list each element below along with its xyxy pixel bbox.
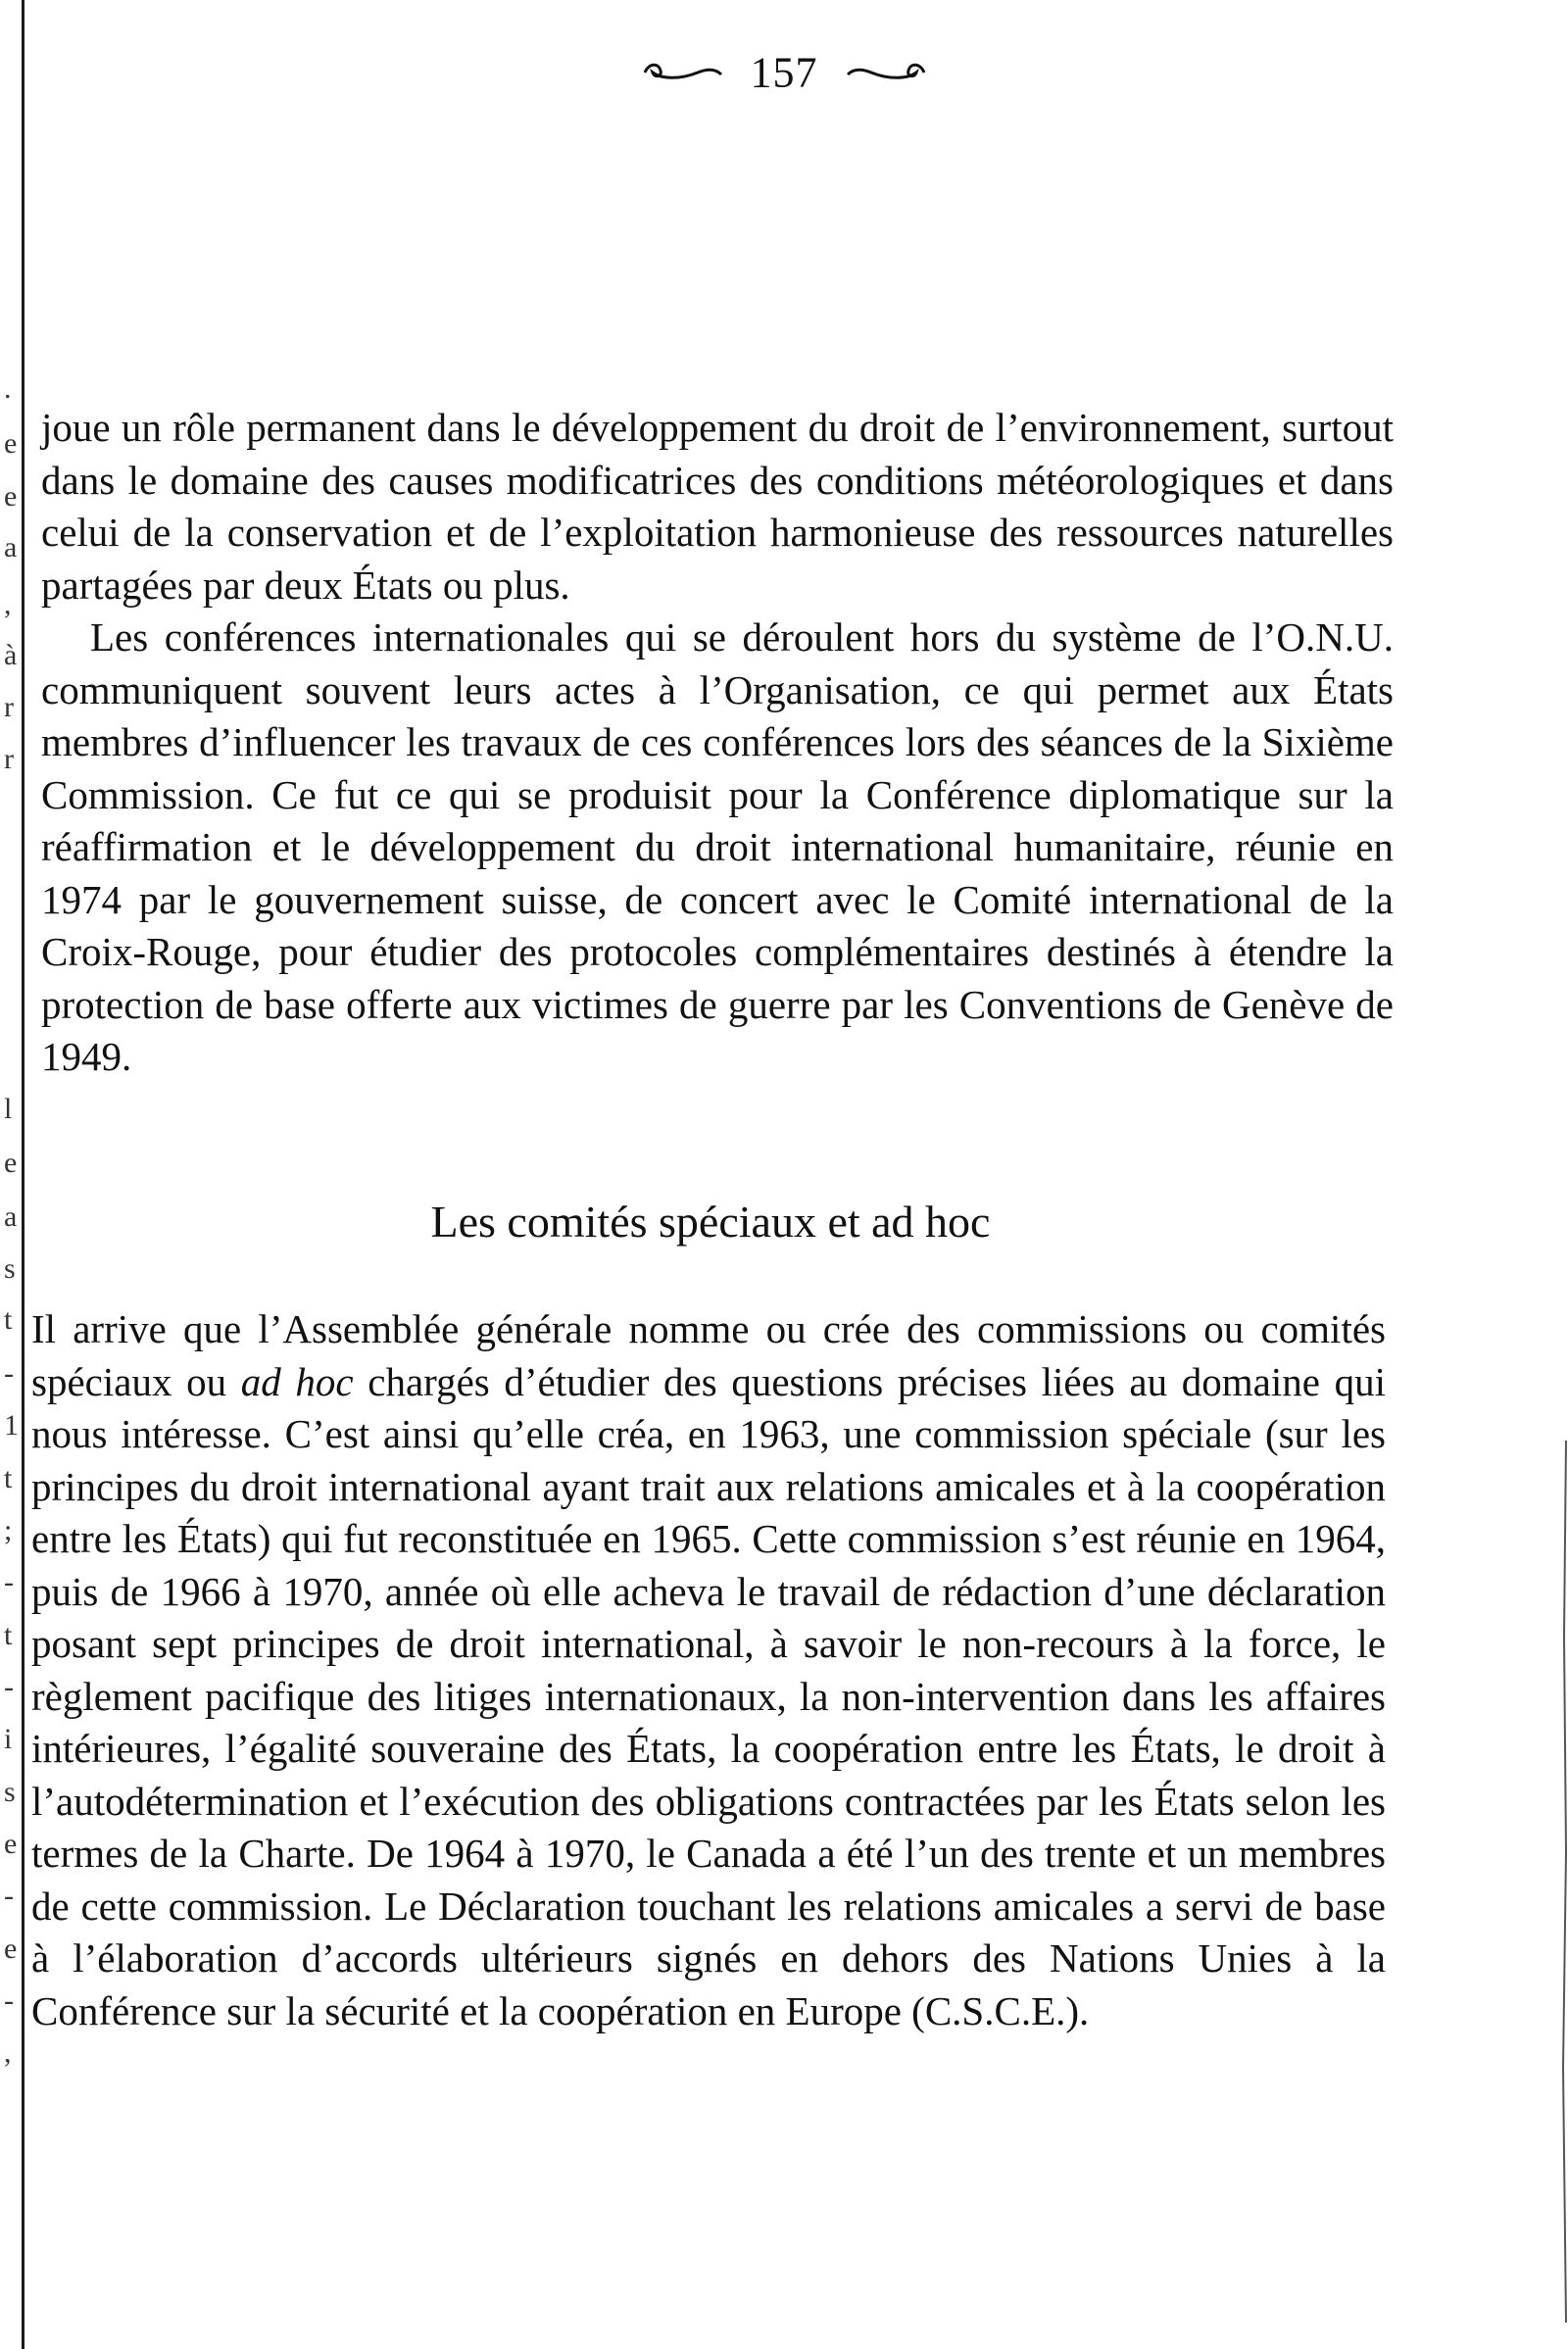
paragraph: Les conférences internationales qui se déroulent hors du système de l’O.N.U. communiquent souvent leurs actes à l’Organisation, ce qui permet aux États membres d’influencer les travaux de ces conférences lors des séances de la Sixième Commission. Ce fut ce qui se produisit pour la Conférence diplomatique sur la réaffirmation et le développement du droit international humanitaire, réunie en 1974 par le gouvernement suisse, de concert avec le Comité international de la Croix-Rouge, pour étudier des protocoles complémentaires destinés à étendre la protection de base offerte aux victimes de guerre par les Conventions de Genève de 1949. [41, 614, 1394, 1079]
margin-fragment: i [4, 1723, 13, 1755]
left-flourish-icon [639, 47, 727, 97]
margin-fragment: , [4, 2036, 12, 2069]
margin-fragment: l [4, 1093, 13, 1125]
margin-fragments [0, 372, 20, 2136]
margin-fragment: . [4, 372, 12, 405]
margin-fragment: s [4, 1776, 16, 1808]
paragraph-text: chargés d’étudier des questions précises liées au domaine qui nous intéresse. C’est ainsi qu’elle créa, en 1963, une commission spéciale (sur les principes du droit international ayant trait aux relations amicales et à la coopération entre les États) qui fut reconstituée en 1965. Cette commission s’est réunie en 1964, puis de 1966 à 1970, année où elle acheva le travail de rédaction d’une déclaration posant sept principes de droit international, à savoir le non-recours à la force, le règlement pacifique des litiges internationaux, la non-intervention dans les affaires intérieures, l’égalité souveraine des États, la coopération entre les États, le droit à l’autodétermination et l’exécution des obligations contractées par les États selon les termes de la Charte. De 1964 à 1970, le Canada a été l’un des trente et un membres de cette commission. Le Déclaration touchant les relations amicales a servi de base à l’élaboration d’accords ultérieurs signés en dehors des Nations Unies à la Conférence sur la sécurité et la coopération en Europe (C.S.C.E.). [31, 1358, 1386, 2033]
margin-fragment: 1 [4, 1409, 19, 1442]
margin-fragment: e [4, 480, 18, 513]
margin-fragment: e [4, 1828, 18, 1860]
scan-edge-artifact [1554, 1441, 1568, 2323]
page-number: 157 [750, 48, 818, 97]
margin-fragment: r [4, 743, 14, 775]
paragraph-text: Il arrive que l’Assemblée générale nomme ou crée des commissions ou comités spéciaux ou [31, 1306, 1386, 1404]
margin-fragment: a [4, 1200, 18, 1233]
margin-fragment: t [4, 1619, 13, 1651]
paragraph: joue un rôle permanent dans le développement du droit de l’environnement, surtout dans le domaine des causes modificatrices des conditions météorologiques et dans celui de la conservation et de l’exploitation harmonieuse des ressources naturelles partagées par deux États ou plus. [41, 405, 1394, 608]
margin-fragment: à [4, 639, 18, 671]
margin-fragment: - [4, 1880, 14, 1912]
margin-fragment: - [4, 1566, 14, 1598]
section-environment-text [41, 402, 1394, 1084]
margin-fragment: t [4, 1303, 13, 1336]
margin-fragment: e [4, 1147, 18, 1179]
margin-fragment: - [4, 1984, 14, 2017]
section-heading: Les comités spéciaux et ad hoc [430, 1197, 991, 1247]
margin-fragment: s [4, 1252, 16, 1285]
margin-fragment: e [4, 427, 18, 460]
italic-term: ad hoc [240, 1358, 354, 1404]
paragraph [31, 1303, 1386, 2037]
margin-fragment: , [4, 588, 12, 620]
margin-fragment: - [4, 1357, 14, 1390]
page-header [0, 43, 1568, 97]
margin-fragment: r [4, 691, 14, 723]
margin-fragment: t [4, 1462, 13, 1494]
right-flourish-icon [842, 47, 930, 97]
margin-fragment: e [4, 1933, 18, 1965]
margin-fragment: a [4, 531, 18, 563]
margin-fragment: - [4, 1671, 14, 1703]
page-gutter-rule [22, 0, 24, 2349]
section-committees-text [31, 1303, 1386, 2037]
margin-fragment: ; [4, 1514, 13, 1546]
